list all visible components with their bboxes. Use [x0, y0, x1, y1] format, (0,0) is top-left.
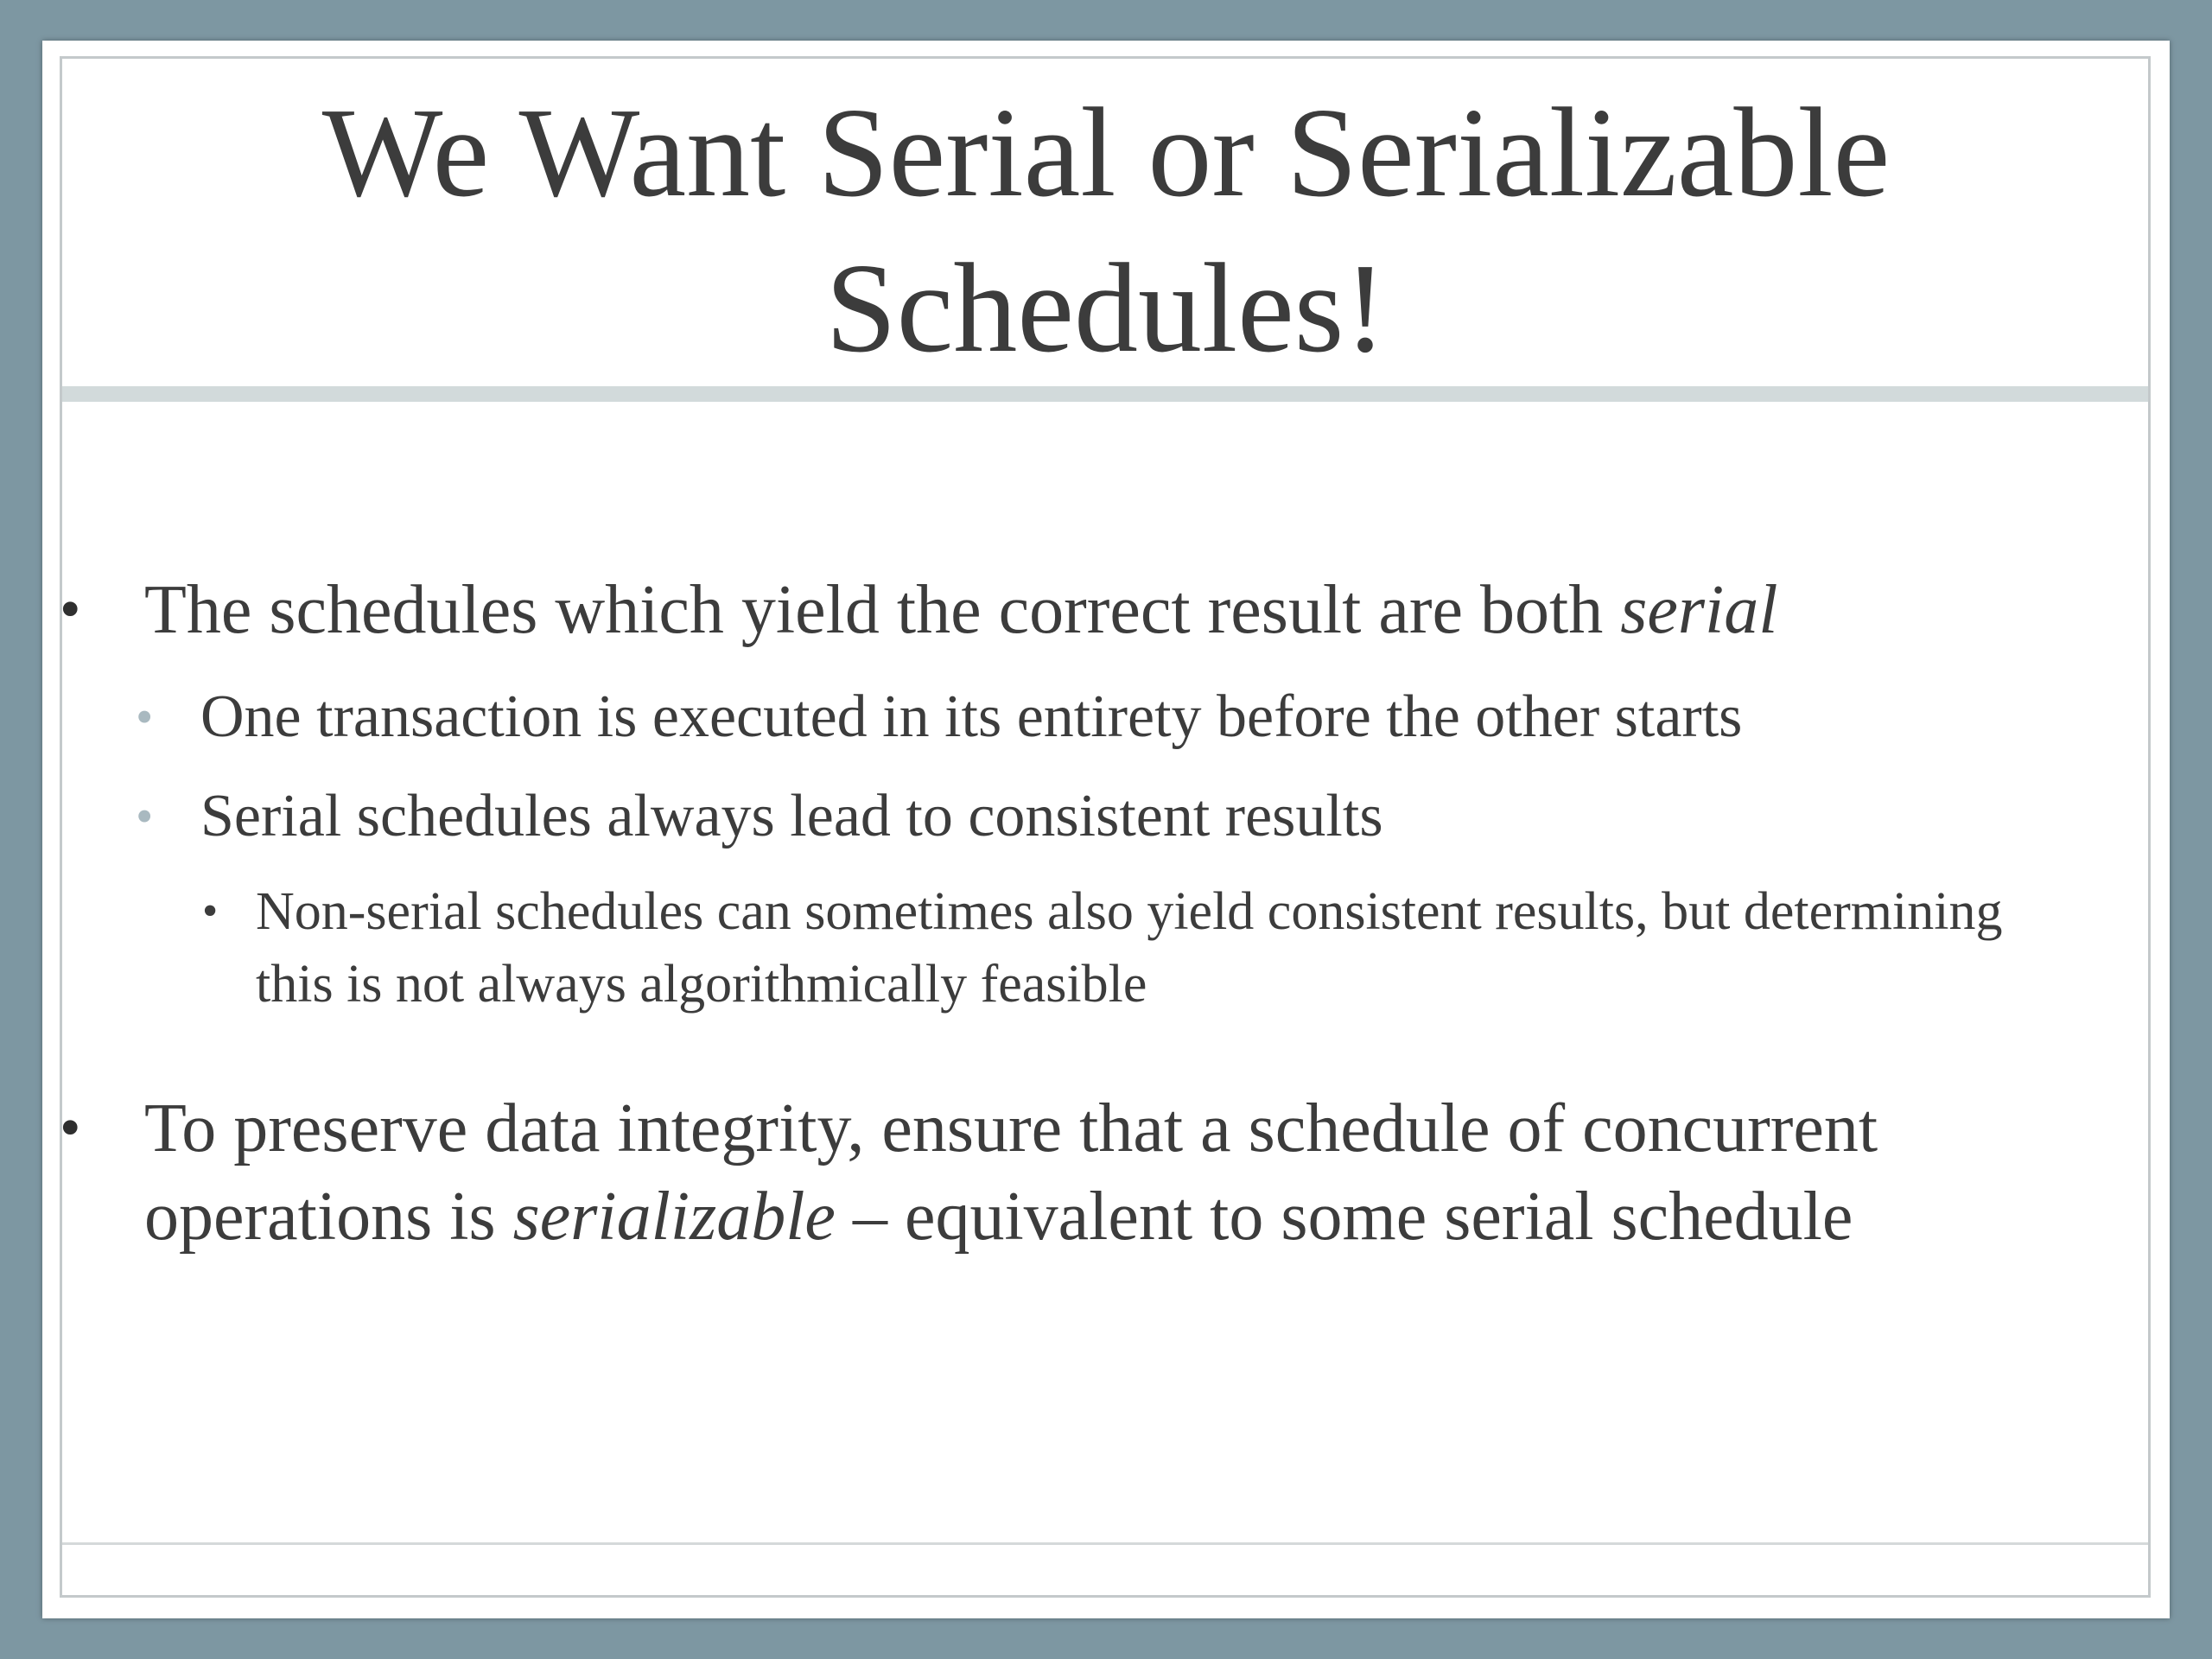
bullet-marker: •	[136, 788, 154, 844]
bullet-text-emphasis: serial	[1620, 572, 1778, 648]
bullet-item-level-2	[60, 778, 2125, 855]
footer-divider	[62, 1542, 2148, 1545]
slide-title: We Want Serial or Serializable Schedules!	[321, 82, 1891, 379]
bullet-text	[144, 566, 2125, 654]
bullet-item-level-1	[60, 1084, 2125, 1261]
bullet-text: Non-serial schedules can sometimes also yield consistent results, but determining this is not always algorithmically feasible	[256, 882, 2003, 1014]
bullet-text-plain: The schedules which yield the correct result are both	[144, 572, 1621, 648]
bullet-marker: •	[136, 689, 154, 745]
bullet-text: One transaction is executed in its entirety before the other starts	[200, 683, 1743, 750]
bullet-marker: •	[60, 1095, 81, 1161]
bullet-item-level-2	[60, 678, 2125, 756]
bullet-marker: •	[60, 576, 81, 643]
bullet-marker: •	[202, 887, 219, 936]
bullet-text	[144, 1084, 2125, 1261]
bullet-text-emphasis: serializable	[512, 1179, 836, 1255]
slide-body	[60, 41, 2168, 1618]
bullet-text-plain: To preserve data integrity, ensure that a schedule of concurrent operations is	[144, 1090, 1878, 1255]
bullet-text: Serial schedules always lead to consistent results	[200, 783, 1383, 849]
slide	[42, 41, 2170, 1618]
bullet-text-plain: – equivalent to some serial schedule	[835, 1179, 1853, 1255]
bullet-item-level-1	[60, 566, 2125, 654]
bullet-item-level-3	[60, 875, 2099, 1020]
